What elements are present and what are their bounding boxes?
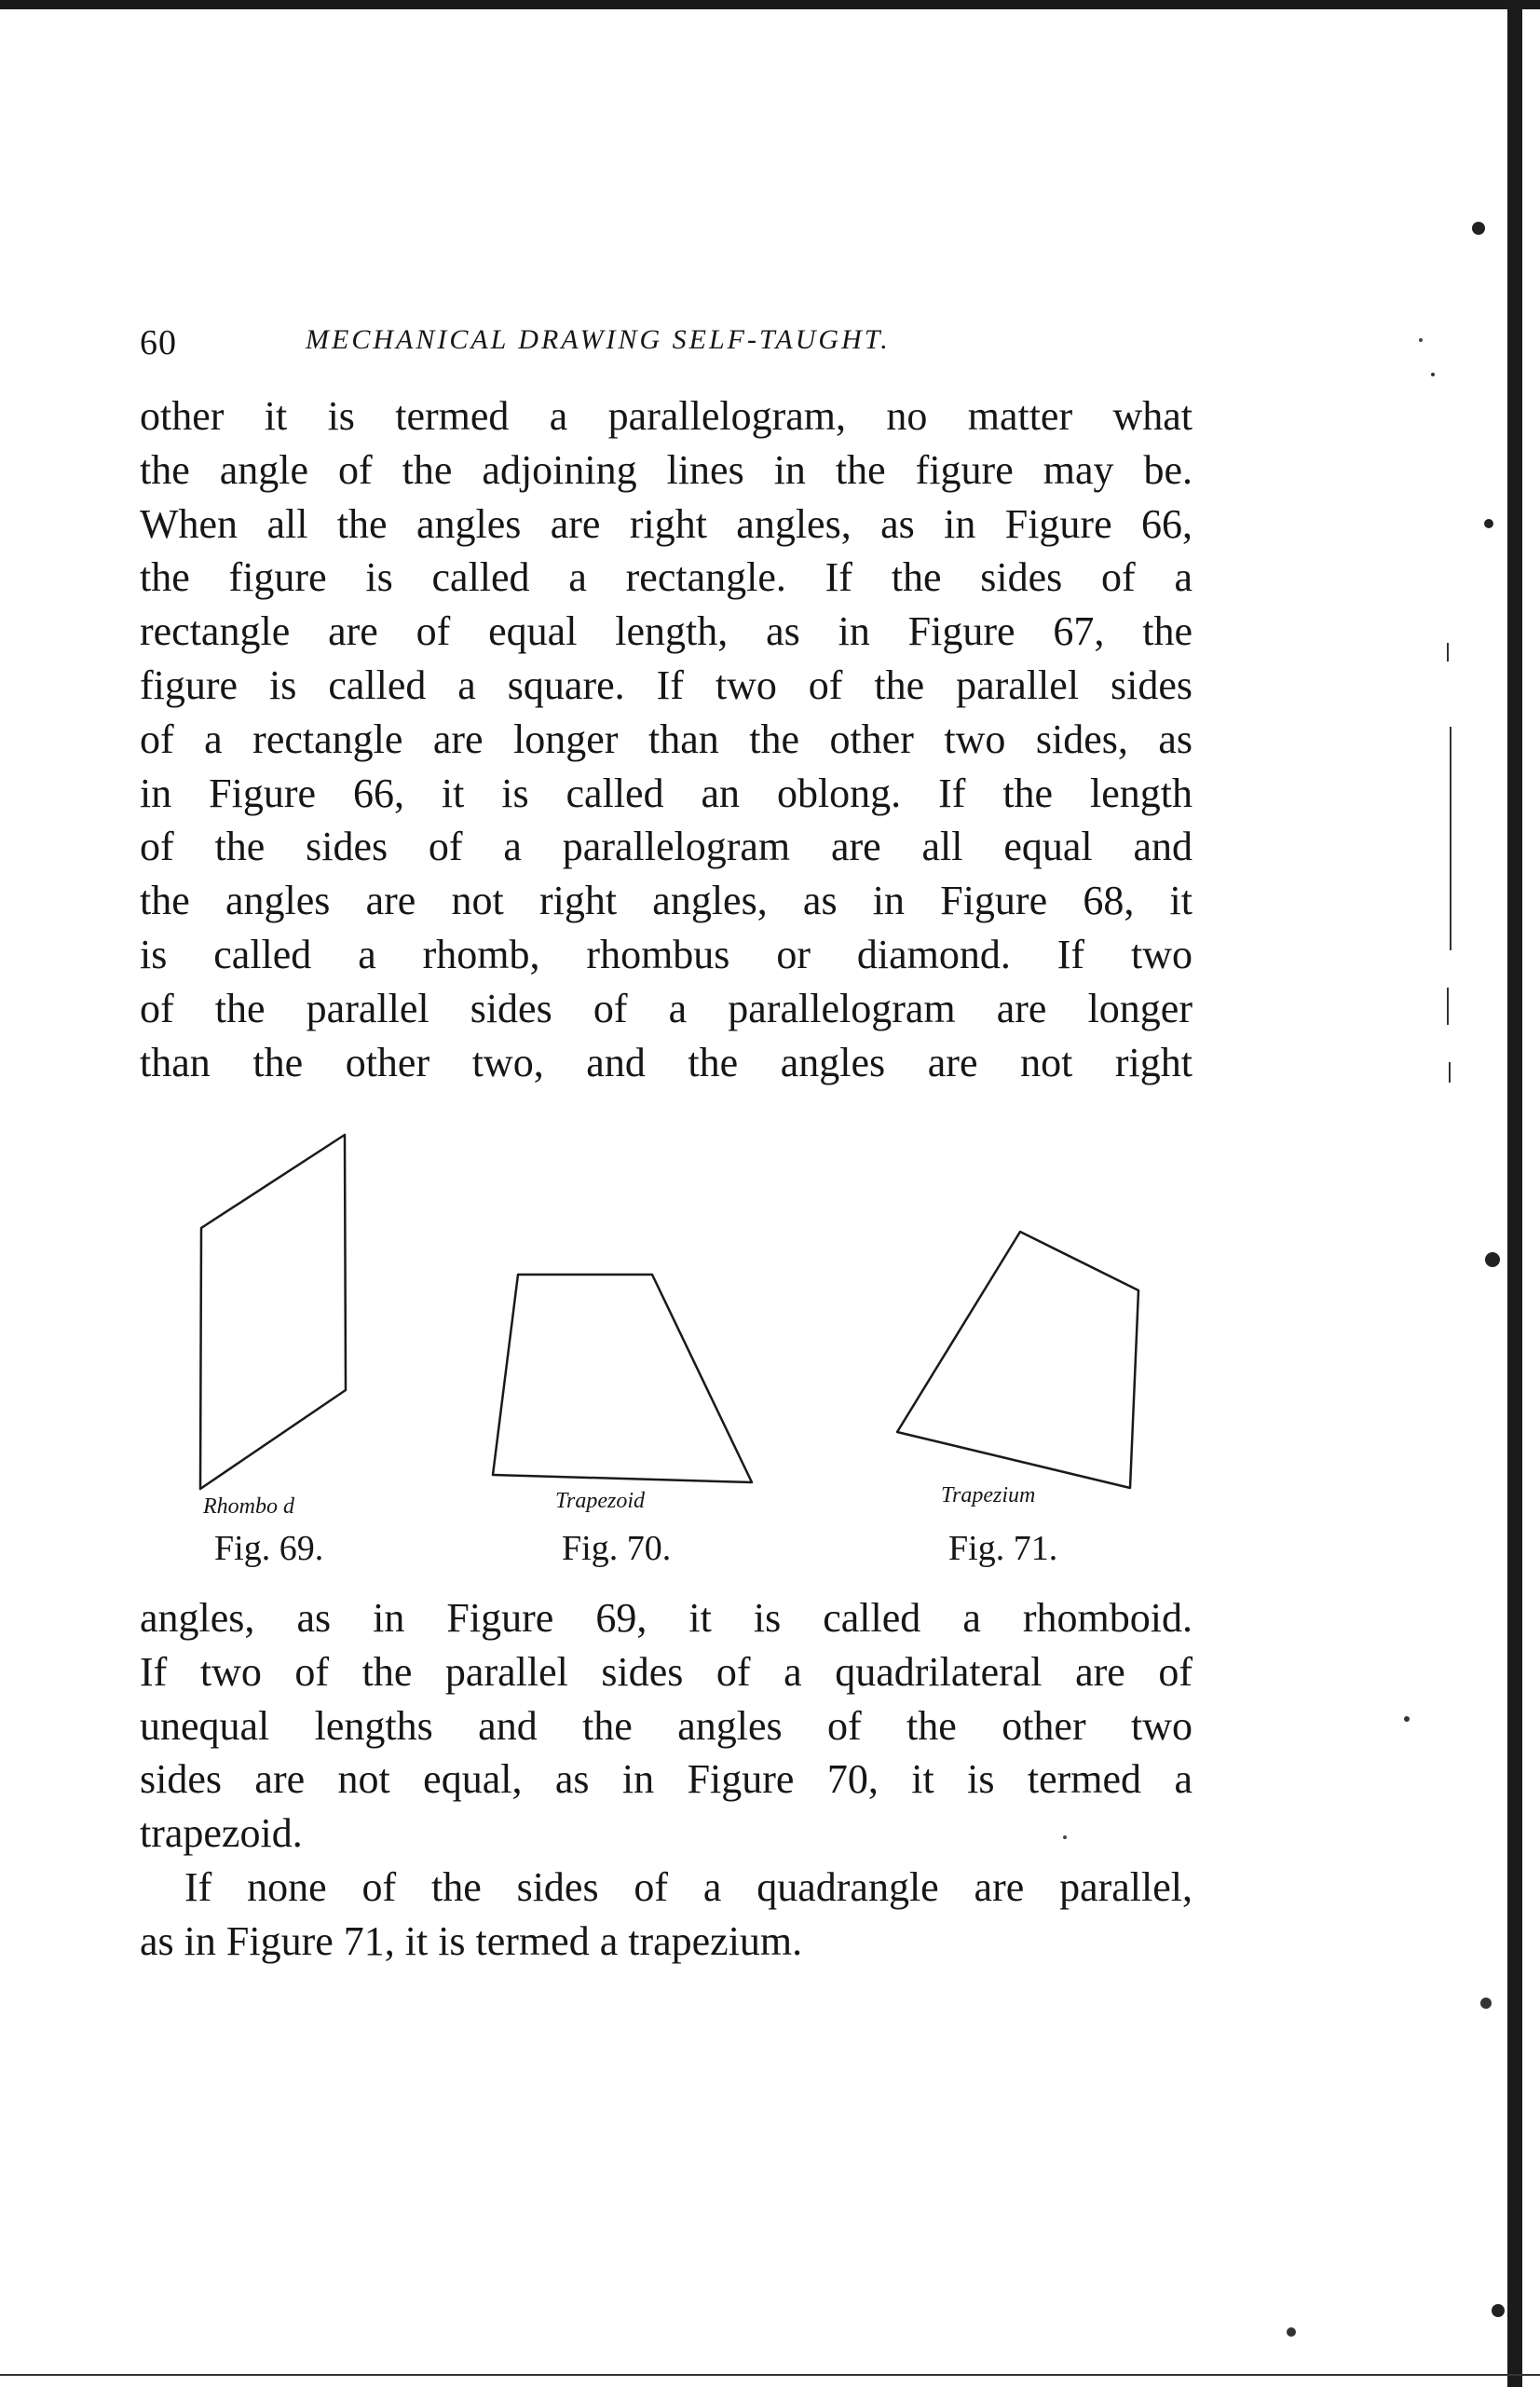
text-line: When all the angles are right angles, as in Figure 66, [140,500,1192,547]
rhomboid-figure [200,1135,346,1489]
text-line: rectangle are of equal length, as in Figure 67, the [140,608,1192,655]
text-line: than the other two, and the angles are not right [140,1039,1192,1085]
paragraph-last [140,1861,1192,1969]
fig-70-caption: Fig. 70. [562,1529,672,1568]
text-line: other it is termed a parallelogram, no matter what [140,393,1192,439]
text-line: sides are not equal, as in Figure 70, it is termed a [140,1756,1192,1803]
text-line: figure is called a square. If two of the parallel sides [140,662,1192,708]
text-line: If none of the sides of a quadrangle are parallel, [184,1864,1192,1910]
trapezoid-label: Trapezoid [555,1489,646,1513]
rhomboid-label: Rhombo d [203,1494,294,1519]
trapezium-figure [897,1232,1138,1488]
text-line: If two of the parallel sides of a quadrilateral are of [140,1648,1192,1695]
text-line: as in Figure 71, it is termed a trapezium. [140,1917,803,1964]
fig-69-caption: Fig. 69. [214,1529,324,1568]
trapezium-label: Trapezium [941,1483,1036,1507]
text-line: of a rectangle are longer than the other two sides, as [140,716,1192,762]
text-line: of the sides of a parallelogram are all equal and [140,824,1192,870]
text-line: trapezoid. [140,1810,303,1857]
paragraph-bottom [140,1591,1192,1861]
fig-71-caption: Fig. 71. [948,1529,1058,1568]
text-line: is called a rhomb, rhombus or diamond. If two [140,931,1192,977]
text-line: the angles are not right angles, as in Figure 68, it [140,878,1192,924]
text-line: unequal lengths and the angles of the other two [140,1702,1192,1749]
text-line: the angle of the adjoining lines in the figure may be. [140,446,1192,493]
trapezoid-figure [493,1275,752,1482]
text-line: of the parallel sides of a parallelogram are longer [140,985,1192,1031]
running-title: MECHANICAL DRAWING SELF-TAUGHT. [306,324,891,355]
page-number: 60 [140,323,177,362]
text-line: angles, as in Figure 69, it is called a rhomboid. [140,1595,1192,1641]
text-line: the figure is called a rectangle. If the sides of a [140,554,1192,601]
text-line: in Figure 66, it is called an oblong. If the length [140,770,1192,816]
